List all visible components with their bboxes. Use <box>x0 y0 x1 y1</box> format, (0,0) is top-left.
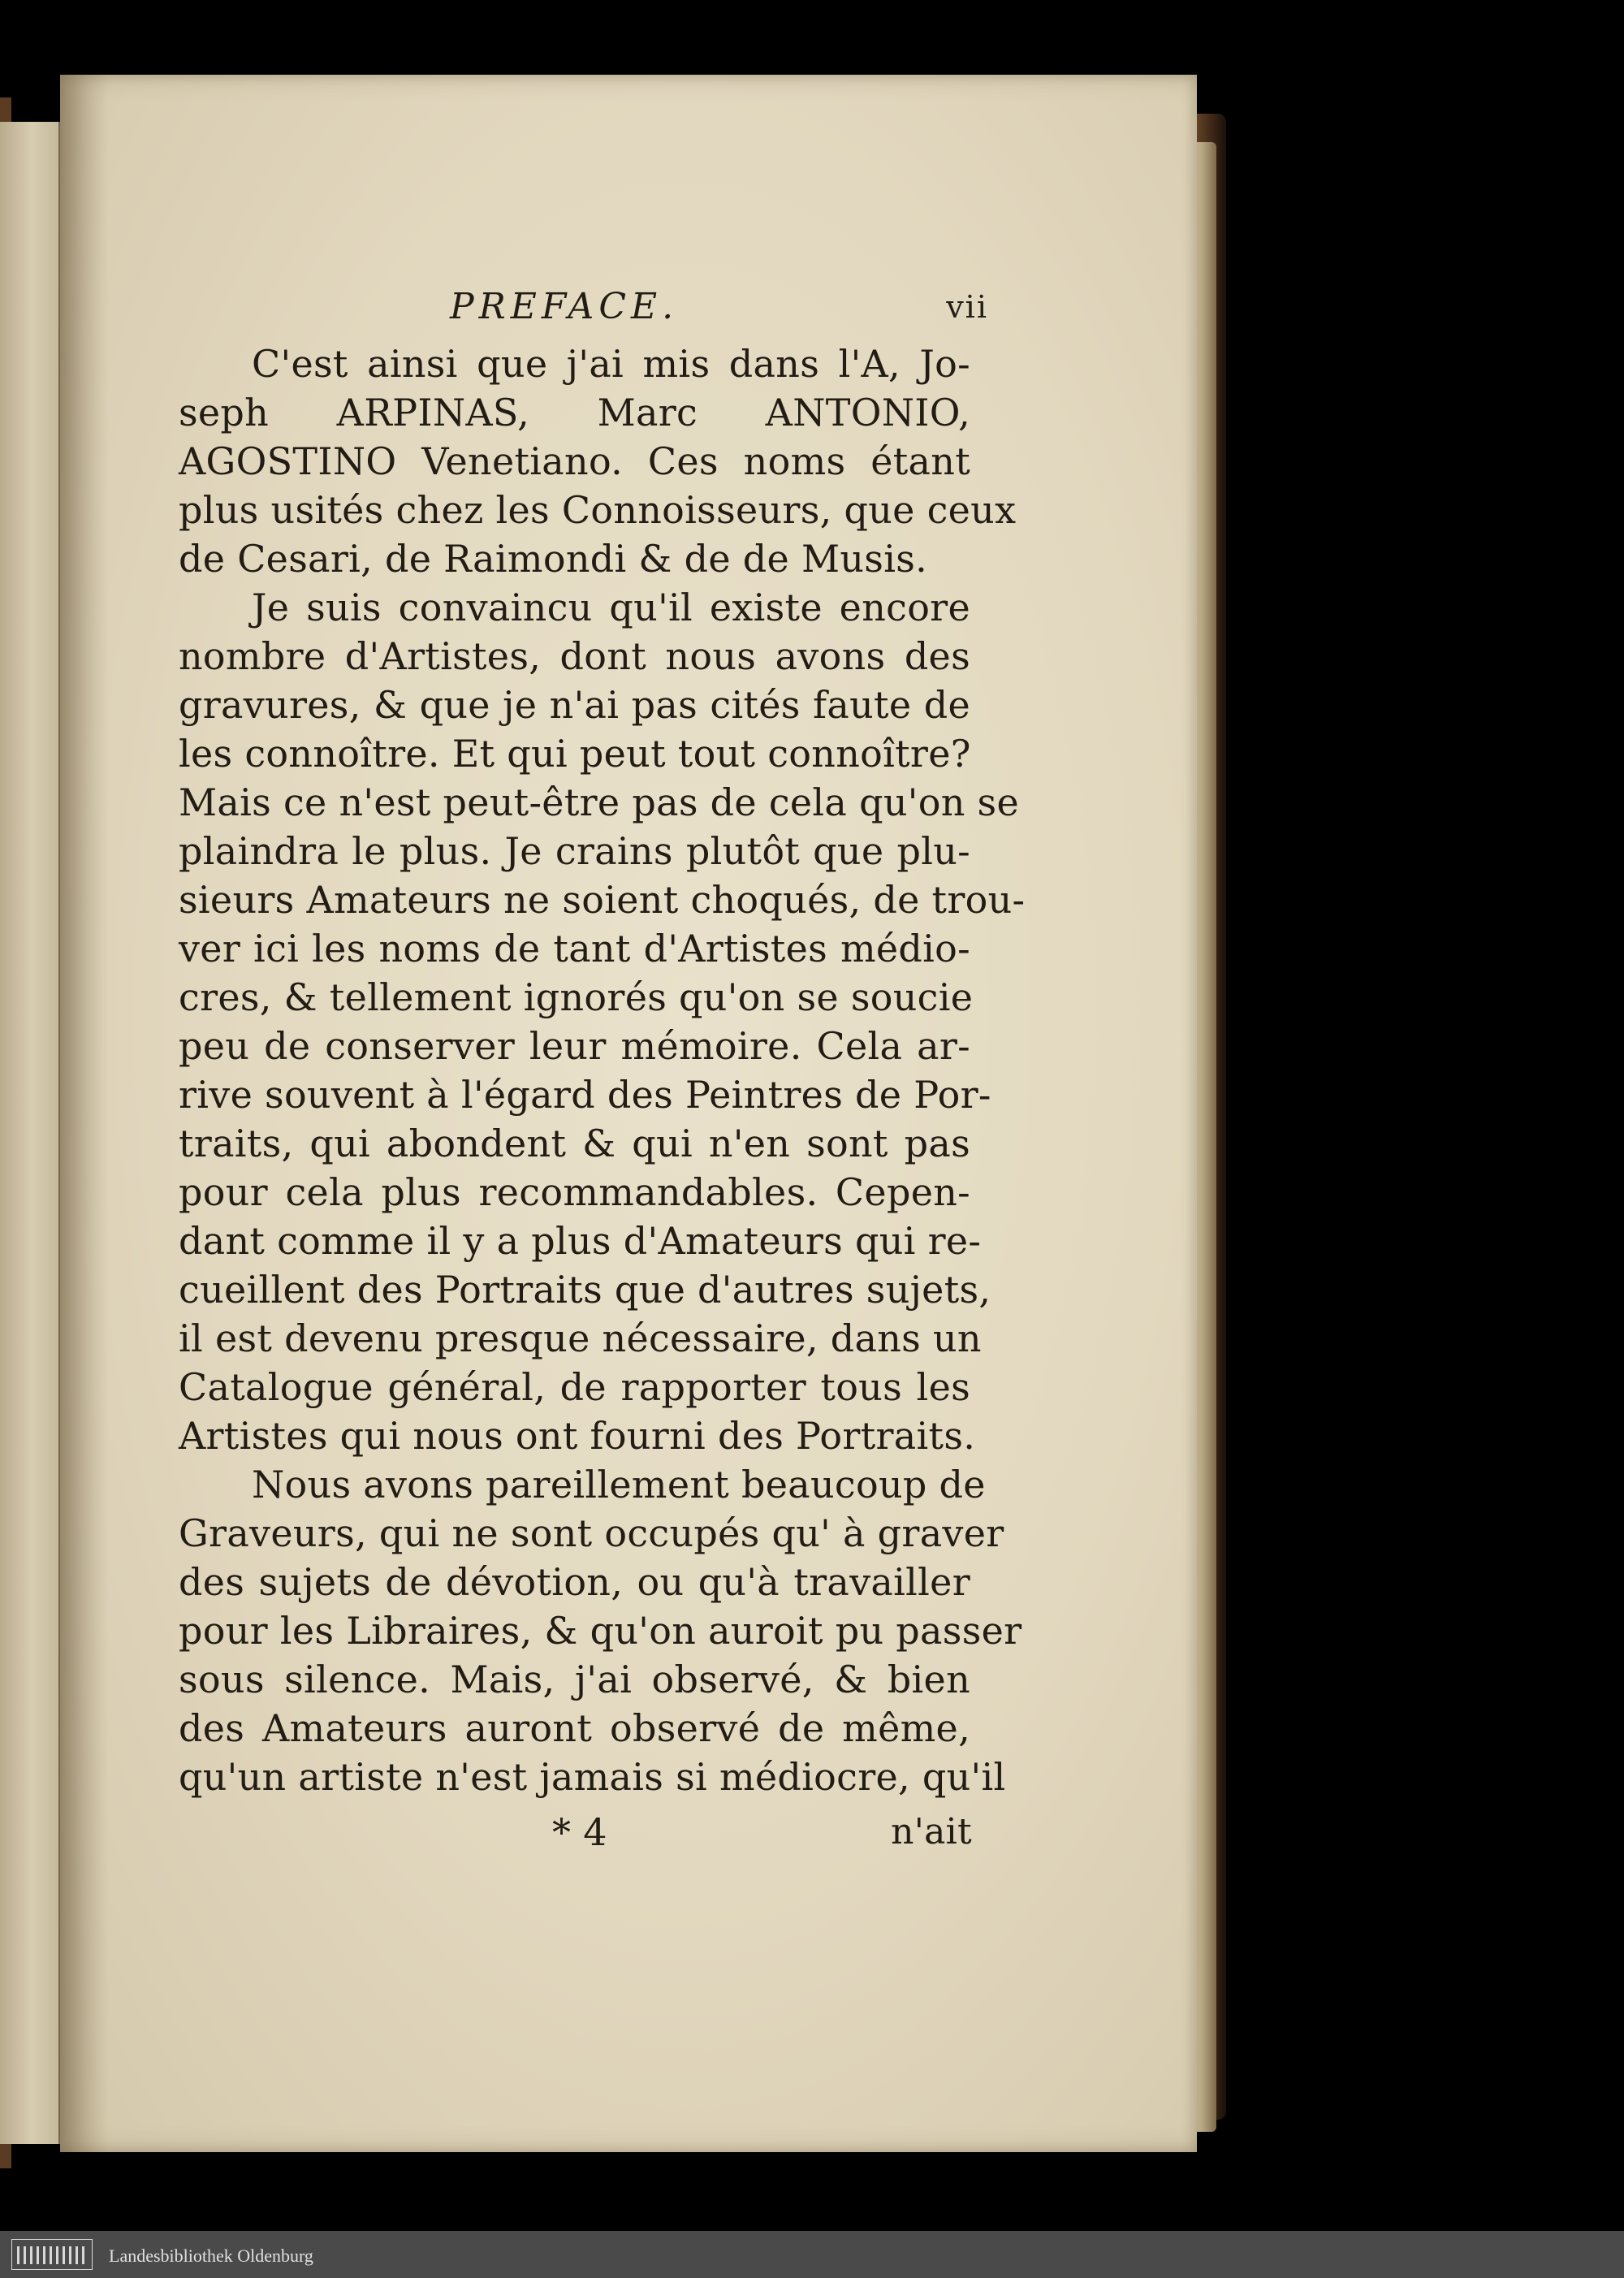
text-line: de Cesari, de Raimondi & de de Musis. <box>179 537 928 581</box>
running-head <box>179 283 988 339</box>
left-page-edge <box>0 122 60 2144</box>
text-line: pour les Libraires, & qu'on auroit pu passer <box>179 1609 1022 1653</box>
page-text <box>179 283 1026 1857</box>
text-line: plaindra le plus. Je crains plutôt que plu- <box>179 829 970 873</box>
text-line: qu'un artiste n'est jamais si médiocre, qu'il <box>179 1755 1006 1799</box>
text-line: Artistes qui nous ont fourni des Portraits. <box>179 1414 976 1458</box>
text-line: cueillent des Portraits que d'autres sujets, <box>179 1268 991 1312</box>
text-line: les connoître. Et qui peut tout connoître? <box>179 732 971 776</box>
running-title: PREFACE. <box>450 286 679 327</box>
page-number: vii <box>946 289 988 325</box>
paragraph-3 <box>179 1460 1022 1801</box>
signature-mark: * 4 <box>552 1810 607 1854</box>
paragraph-1 <box>179 339 1017 583</box>
text-line: Mais ce n'est peut-être pas de cela qu'on se <box>179 780 1019 824</box>
text-line: nombre d'Artistes, dont nous avons des <box>179 634 970 678</box>
page-footer <box>179 1808 970 1857</box>
text-line: Catalogue général, de rapporter tous les <box>179 1365 970 1409</box>
library-name[interactable]: Landesbibliothek Oldenburg <box>109 2246 313 2266</box>
text-line: ver ici les noms de tant d'Artistes médio- <box>179 927 970 970</box>
text-line: des Amateurs auront observé de même, <box>179 1706 970 1750</box>
text-line: seph ARPINAS, Marc ANTONIO, <box>179 391 970 434</box>
text-line: AGOSTINO Venetiano. Ces noms étant <box>179 439 970 483</box>
catchword: n'ait <box>891 1811 972 1852</box>
text-line: dant comme il y a plus d'Amateurs qui re- <box>179 1219 982 1263</box>
library-building-icon[interactable] <box>11 2239 93 2270</box>
text-line: Je suis convaincu qu'il existe encore <box>252 586 970 629</box>
text-line: Nous avons pareillement beaucoup de <box>252 1463 986 1506</box>
text-line: peu de conserver leur mémoire. Cela ar- <box>179 1024 970 1068</box>
text-line: Graveurs, qui ne sont occupés qu' à graver <box>179 1511 1004 1555</box>
text-line: traits, qui abondent & qui n'en sont pas <box>179 1122 970 1165</box>
library-footer-bar <box>0 2231 1624 2278</box>
text-line: sieurs Amateurs ne soient choqués, de trou- <box>179 878 1026 922</box>
text-line: rive souvent à l'égard des Peintres de Por- <box>179 1073 991 1117</box>
text-line: il est devenu presque nécessaire, dans un <box>179 1316 982 1360</box>
text-line: gravures, & que je n'ai pas cités faute de <box>179 683 970 727</box>
text-line: cres, & tellement ignorés qu'on se soucie <box>179 975 974 1019</box>
text-line: pour cela plus recommandables. Cepen- <box>179 1170 970 1214</box>
text-line: des sujets de dévotion, ou qu'à travailler <box>179 1560 970 1604</box>
text-line: sous silence. Mais, j'ai observé, & bien <box>179 1658 970 1701</box>
text-line: C'est ainsi que j'ai mis dans l'A, Jo- <box>252 342 970 386</box>
text-line: plus usités chez les Connoisseurs, que ceux <box>179 488 1017 532</box>
paragraph-2 <box>179 583 1026 1460</box>
